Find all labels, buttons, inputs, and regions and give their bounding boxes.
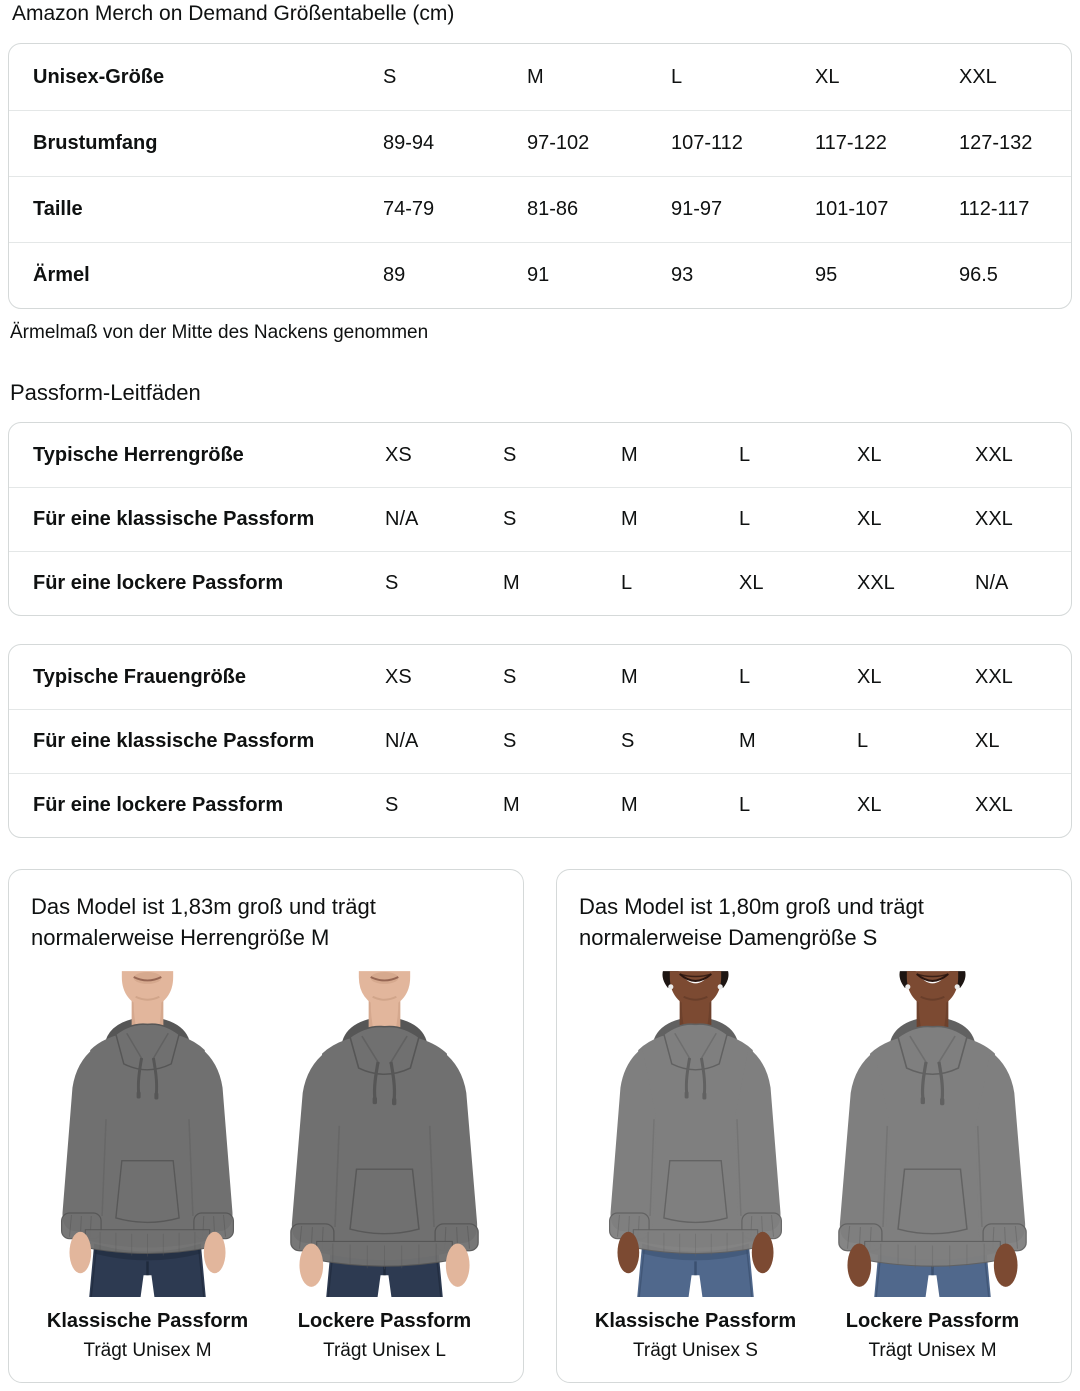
fit-value: S (503, 508, 517, 530)
hand-left (69, 1232, 91, 1273)
fit-caption: Lockere Passform (297, 1309, 472, 1332)
fit-value: M (621, 794, 638, 816)
fit-value: M (503, 572, 520, 594)
fit-caption: Lockere Passform (845, 1309, 1020, 1332)
row-label: Typische Herrengröße (33, 443, 244, 466)
fit-caption: Klassische Passform (46, 1309, 249, 1332)
model-photo-illustration (29, 969, 266, 1299)
fit-value: S (385, 794, 399, 816)
fit-value: L (739, 665, 751, 688)
row-label: Unisex-Größe (33, 65, 165, 88)
fit-value: L (739, 508, 751, 530)
fit-value: S (503, 443, 517, 466)
size-col: S (383, 65, 397, 88)
fit-value: XS (385, 443, 412, 466)
unisex-size-table (8, 43, 1072, 309)
fit-value: XXL (975, 665, 1013, 688)
fit-value: XXL (857, 572, 895, 594)
row-label: Taille (33, 198, 83, 220)
pocket (116, 1161, 179, 1223)
model-description: Das Model ist 1,83m groß und trägt normalerweise Herrengröße M (31, 894, 376, 951)
table-row-sleeve (9, 242, 1071, 308)
fit-size-caption: Trägt Unisex S (633, 1339, 758, 1361)
size-col: XXL (959, 65, 997, 88)
model-figures (29, 969, 503, 1362)
fit-value: S (621, 730, 635, 752)
hand-left (617, 1232, 639, 1273)
fit-value: XXL (975, 794, 1013, 816)
hand-right (204, 1232, 226, 1273)
fit-guides-heading: Passform-Leitfäden (10, 380, 201, 405)
women-fit-table (8, 644, 1072, 838)
fit-value: XL (857, 443, 882, 466)
size-value: 89-94 (383, 132, 435, 154)
fit-caption: Klassische Passform (594, 1309, 797, 1332)
hand-left (847, 1243, 871, 1286)
table-row (9, 487, 1071, 551)
size-value: 95 (815, 264, 838, 286)
fit-value: S (503, 665, 517, 688)
size-value: 127-132 (959, 132, 1033, 154)
size-value: 91-97 (671, 198, 723, 220)
classic-fit-figure (29, 969, 266, 1362)
size-col: L (671, 65, 683, 88)
mouth (134, 972, 162, 984)
female-model-card (556, 869, 1072, 1383)
earring-left (905, 984, 910, 989)
hand-right (752, 1232, 774, 1273)
pocket (898, 1169, 967, 1233)
hood-collar (350, 1026, 419, 1074)
table-row (9, 709, 1071, 773)
sleeve-measure-note: Ärmelmaß von der Mitte des Nackens genommen (10, 322, 429, 343)
fit-value: XL (975, 730, 1000, 752)
fit-value: M (621, 443, 638, 466)
fit-value: S (385, 572, 399, 594)
table-row-chest (9, 110, 1071, 176)
fit-value: M (739, 730, 756, 752)
fit-value: XL (857, 665, 882, 688)
model-photo (577, 969, 814, 1299)
model-photo-illustration (577, 969, 814, 1299)
size-value: 107-112 (671, 132, 743, 154)
hand-right (446, 1243, 470, 1286)
size-value: 93 (671, 264, 694, 286)
row-label: Für eine klassische Passform (33, 730, 315, 752)
fit-value: XL (857, 794, 882, 816)
fit-size-caption: Trägt Unisex L (323, 1339, 446, 1361)
size-col: M (527, 65, 544, 88)
size-value: 97-102 (527, 132, 590, 154)
fit-value: L (621, 572, 633, 594)
pocket (350, 1169, 419, 1233)
fit-value: M (621, 665, 638, 688)
fit-value: XXL (975, 443, 1013, 466)
fit-size-caption: Trägt Unisex M (868, 1339, 997, 1361)
row-label: Für eine lockere Passform (33, 572, 284, 594)
row-label: Brustumfang (33, 132, 158, 154)
hood-collar (116, 1024, 179, 1070)
table-row (9, 423, 1071, 487)
table-row-waist (9, 176, 1071, 242)
fit-value: S (503, 730, 517, 752)
row-label: Für eine lockere Passform (33, 794, 284, 816)
page-title: Amazon Merch on Demand Größentabelle (cm) (12, 2, 455, 25)
earring-left (668, 984, 673, 989)
fit-value: XL (739, 572, 764, 594)
table-row (9, 773, 1071, 837)
model-cards (8, 869, 1072, 1383)
pocket (664, 1161, 727, 1223)
hood-collar (664, 1024, 727, 1070)
fit-value: N/A (975, 572, 1009, 594)
fit-value: N/A (385, 508, 419, 530)
mouth (371, 972, 399, 984)
model-figures (577, 969, 1051, 1362)
loose-fit-figure (814, 969, 1051, 1362)
size-value: 117-122 (815, 132, 887, 154)
fit-size-caption: Trägt Unisex M (83, 1339, 212, 1361)
hoodie (839, 1026, 1026, 1286)
table-row (9, 551, 1071, 615)
earring-right (955, 984, 960, 989)
men-fit-table (8, 422, 1072, 616)
size-value: 112-117 (959, 198, 1030, 220)
fit-value: L (739, 794, 751, 816)
fit-value: XL (857, 508, 882, 530)
classic-fit-figure (577, 969, 814, 1362)
table-row (9, 645, 1071, 709)
fit-value: XS (385, 665, 412, 688)
table-header-row (9, 44, 1071, 110)
model-photo (266, 969, 503, 1299)
row-label: Typische Frauengröße (33, 665, 247, 688)
model-photo (29, 969, 266, 1299)
hoodie (610, 1024, 782, 1273)
model-photo (814, 969, 1051, 1299)
size-value: 74-79 (383, 198, 435, 220)
hoodie (62, 1024, 234, 1273)
size-value: 89 (383, 264, 406, 286)
hand-right (994, 1243, 1018, 1286)
row-label: Für eine klassische Passform (33, 508, 315, 530)
fit-value: L (739, 443, 751, 466)
fit-value: L (857, 730, 869, 752)
size-value: 101-107 (815, 198, 889, 220)
fit-value: XXL (975, 508, 1013, 530)
hood-collar (898, 1026, 967, 1074)
size-value: 96.5 (959, 264, 998, 286)
fit-value: M (621, 508, 638, 530)
model-photo-illustration (814, 969, 1051, 1299)
loose-fit-figure (266, 969, 503, 1362)
fit-value: M (503, 794, 520, 816)
size-value: 81-86 (527, 198, 579, 220)
row-label: Ärmel (33, 264, 90, 286)
model-photo-illustration (266, 969, 503, 1299)
earring-right (718, 984, 723, 989)
hoodie (291, 1026, 478, 1286)
fit-value: N/A (385, 730, 419, 752)
model-description: Das Model ist 1,80m groß und trägt normalerweise Damengröße S (579, 894, 924, 951)
hand-left (299, 1243, 323, 1286)
size-value: 91 (527, 264, 550, 286)
size-col: XL (815, 65, 840, 88)
male-model-card (8, 869, 524, 1383)
